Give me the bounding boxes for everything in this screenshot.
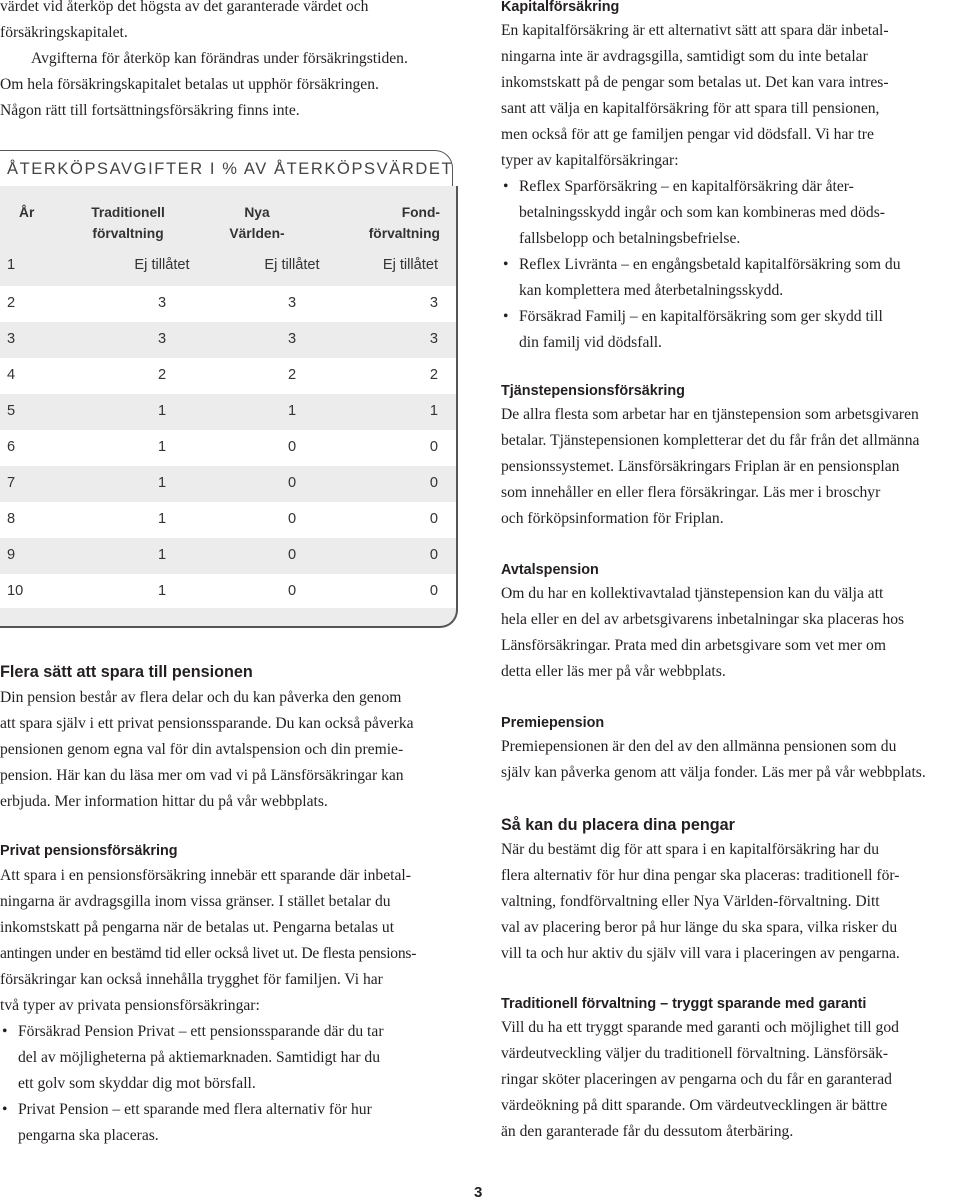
cell-year: 10 [7, 583, 24, 599]
cell-year: 7 [7, 475, 16, 491]
cell-new-world: 3 [287, 295, 297, 311]
cell-fund: Ej tillåtet [382, 257, 438, 273]
cell-new-world: 2 [287, 367, 297, 383]
paragraph-line: När du bestämt dig för att spara i en kapitalförsäkring har du [501, 841, 880, 858]
page-number: 3 [474, 1184, 483, 1201]
cell-year: 2 [7, 295, 16, 311]
table-row [0, 574, 456, 608]
intro-line: Avgifterna för återköp kan förändras under försäkringstiden. [31, 50, 408, 67]
column-header-traditional: Traditionell förvaltning [91, 205, 165, 241]
table-body [0, 186, 458, 628]
surrender-fee-table [0, 150, 458, 626]
paragraph-line: och förköpsinformation för Friplan. [501, 510, 724, 527]
table-row [0, 538, 456, 574]
cell-traditional: Ej tillåtet [134, 257, 190, 273]
paragraph-line: De allra flesta som arbetar har en tjänstepension som arbetsgivaren [501, 406, 919, 423]
section-heading: Avtalspension [501, 562, 599, 578]
section-save-for-pension [0, 660, 462, 815]
list-item: • Försäkrad Familj – en kapitalförsäkring som ger skydd till din familj vid dödsfall. [503, 308, 883, 351]
paragraph-line: val av placering beror på hur länge du ska spara, vilka risker du [501, 919, 898, 936]
cell-fund: 0 [429, 439, 438, 455]
table-row [0, 502, 456, 538]
table-row [0, 248, 456, 284]
list-item: • Reflex Livränta – en engångsbetald kapitalförsäkring som du kan komplettera med återbetalningsskydd. [503, 256, 901, 299]
cell-traditional: 1 [157, 547, 167, 563]
column-header-fund: Fond- förvaltning [368, 205, 440, 241]
paragraph-line: sant att välja en kapitalförsäkring för att spara till pensionen, [501, 100, 880, 117]
paragraph-line: Att spara i en pensionsförsäkring innebär ett sparande där inbetal- [0, 867, 411, 884]
section-heading: Traditionell förvaltning – tryggt sparande med garanti [501, 996, 867, 1012]
paragraph-line: vill ta och hur aktiv du själv vill vara i placeringen av pengarna. [501, 945, 900, 962]
cell-traditional: 2 [157, 367, 167, 383]
table-row [0, 286, 456, 322]
table-row [0, 466, 456, 502]
paragraph-line: inkomstskatt på pengarna när de betalas ut. Pengarna betalas ut [0, 919, 395, 936]
paragraph-line: Vill du ha ett tryggt sparande med garanti och möjlighet till god [501, 1019, 899, 1036]
cell-fund: 0 [429, 583, 438, 599]
paragraph-line: att spara själv i ett privat pensionssparande. Du kan också påverka [0, 715, 414, 732]
section-premium-pension [501, 712, 960, 786]
cell-year: 1 [7, 257, 16, 273]
cell-new-world: 0 [287, 439, 297, 455]
paragraph-line: hela eller en del av arbetsgivarens inbetalningar ska placeras hos [501, 611, 905, 628]
section-private-pension [0, 840, 462, 1149]
paragraph-line: försäkringar kan också innehålla trygghet för familjen. Vi har [0, 971, 383, 988]
cell-traditional: 1 [157, 403, 167, 419]
cell-fund: 2 [429, 367, 438, 383]
cell-year: 3 [7, 331, 16, 347]
section-heading: Premiepension [501, 715, 605, 731]
cell-new-world: 3 [287, 331, 297, 347]
paragraph-line: pensionen genom egna val för din avtalspension och din premie- [0, 741, 404, 758]
paragraph-line: Länsförsäkringar. Prata med din arbetsgivare som vet mer om [501, 637, 886, 654]
cell-fund: 3 [429, 295, 438, 311]
section-heading: Kapitalförsäkring [501, 0, 620, 15]
paragraph-line: värdeutveckling väljer du traditionell förvaltning. Länsförsäk- [501, 1045, 889, 1062]
section-heading: Tjänstepensionsförsäkring [501, 383, 685, 399]
section-heading: Så kan du placera dina pengar [501, 816, 735, 834]
paragraph-line: men också för att ge familjen pengar vid dödsfall. Vi har tre [501, 126, 874, 143]
table-title: ÅTERKÖPSAVGIFTER I % AV ÅTERKÖPSVÄRDET [7, 160, 454, 178]
cell-traditional: 3 [157, 331, 167, 347]
table-header-frame [0, 150, 453, 187]
cell-year: 5 [7, 403, 16, 419]
cell-new-world: 0 [287, 511, 297, 527]
paragraph-line: Om du har en kollektivavtalad tjänstepension kan du välja att [501, 585, 884, 602]
cell-new-world: 1 [287, 403, 297, 419]
paragraph-line: än den garanterade får du dessutom återbäring. [501, 1123, 794, 1140]
paragraph-line: ringar sköter placeringen av pengarna och du får en garanterad [501, 1071, 892, 1088]
cell-fund: 0 [429, 511, 438, 527]
table-row [0, 322, 456, 358]
cell-new-world: 0 [287, 583, 297, 599]
paragraph-line: Din pension består av flera delar och du kan påverka den genom [0, 689, 402, 706]
cell-fund: 0 [429, 475, 438, 491]
cell-new-world: 0 [287, 547, 297, 563]
intro-text [0, 0, 462, 124]
section-traditional-management [501, 993, 960, 1145]
table-row [0, 358, 456, 394]
paragraph-line: betalar. Tjänstepensionen kompletterar det du får från det allmänna [501, 432, 920, 449]
cell-fund: 1 [429, 403, 438, 419]
paragraph-line: flera alternativ för hur dina pengar ska placeras: traditionell för- [501, 867, 900, 884]
paragraph-line: Premiepensionen är den del av den allmänna pensionen som du [501, 738, 897, 755]
cell-year: 4 [7, 367, 16, 383]
section-capital-insurance [501, 0, 960, 356]
section-heading: Flera sätt att spara till pensionen [0, 663, 253, 681]
cell-traditional: 3 [157, 295, 167, 311]
list-item: • Reflex Sparförsäkring – en kapitalförsäkring där åter- betalningsskydd ingår och som kan kombineras med döds- fallsbelopp och betalningsbefrielse. [503, 178, 885, 247]
paragraph-line: inkomstskatt på de pengar som betalas ut. Det kan vara intres- [501, 74, 889, 91]
list-item: • Privat Pension – ett sparande med flera alternativ för hur pengarna ska placeras. [2, 1101, 372, 1144]
paragraph-line: valtning, fondförvaltning eller Nya Världen-förvaltning. Ditt [501, 893, 880, 910]
paragraph-line: själv kan påverka genom att välja fonder. Läs mer på vår webbplats. [501, 764, 926, 781]
intro-line: Någon rätt till fortsättningsförsäkring finns inte. [0, 102, 300, 119]
cell-new-world: Ej tillåtet [264, 257, 320, 273]
paragraph-line: som innehåller en eller flera försäkringar. Läs mer i broschyr [501, 484, 881, 501]
section-occupational-pension [501, 380, 960, 532]
cell-traditional: 1 [157, 511, 167, 527]
paragraph-line: pensionssystemet. Länsförsäkringars Friplan är en pensionsplan [501, 458, 900, 475]
intro-line: värdet vid återköp det högsta av det garanterade värdet och [0, 0, 369, 15]
section-agreement-pension [501, 559, 960, 685]
cell-traditional: 1 [157, 475, 167, 491]
cell-year: 8 [7, 511, 16, 527]
section-heading: Privat pensionsförsäkring [0, 843, 178, 859]
paragraph-line: pension. Här kan du läsa mer om vad vi på Länsförsäkringar kan [0, 767, 404, 784]
table-row [0, 430, 456, 466]
table-row [0, 394, 456, 430]
paragraph-line: ningarna inte är avdragsgilla, samtidigt som du inte betalar [501, 48, 868, 65]
paragraph-line: erbjuda. Mer information hittar du på vår webbplats. [0, 793, 328, 810]
cell-traditional: 1 [157, 583, 167, 599]
list-item: • Försäkrad Pension Privat – ett pensionssparande där du tar del av möjligheterna på aktiemarknaden. Samtidigt har du ett golv som skyddar dig mot börsfall. [2, 1023, 384, 1092]
intro-line: Om hela försäkringskapitalet betalas ut upphör försäkringen. [0, 76, 379, 93]
cell-fund: 0 [429, 547, 438, 563]
intro-line: försäkringskapitalet. [0, 24, 128, 41]
cell-new-world: 0 [287, 475, 297, 491]
cell-fund: 3 [429, 331, 438, 347]
paragraph-line: En kapitalförsäkring är ett alternativt sätt att spara där inbetal- [501, 22, 889, 39]
section-place-money [501, 813, 960, 967]
paragraph-line: antingen under en bestämd tid eller också livet ut. De flesta pensions- [0, 945, 417, 962]
paragraph-line: värdeökning på ditt sparande. Om värdeutvecklingen är bättre [501, 1097, 888, 1114]
paragraph-line: två typer av privata pensionsförsäkringar: [0, 997, 260, 1014]
paragraph-line: typer av kapitalförsäkringar: [501, 152, 679, 169]
cell-traditional: 1 [157, 439, 167, 455]
column-header-new-world: Nya Världen- [229, 205, 285, 241]
paragraph-line: ningarna är avdragsgilla inom vissa gränser. I stället betalar du [0, 893, 391, 910]
paragraph-line: detta eller läs mer på vår webbplats. [501, 663, 726, 680]
cell-year: 9 [7, 547, 16, 563]
cell-year: 6 [7, 439, 16, 455]
column-header-year: År [19, 205, 35, 220]
